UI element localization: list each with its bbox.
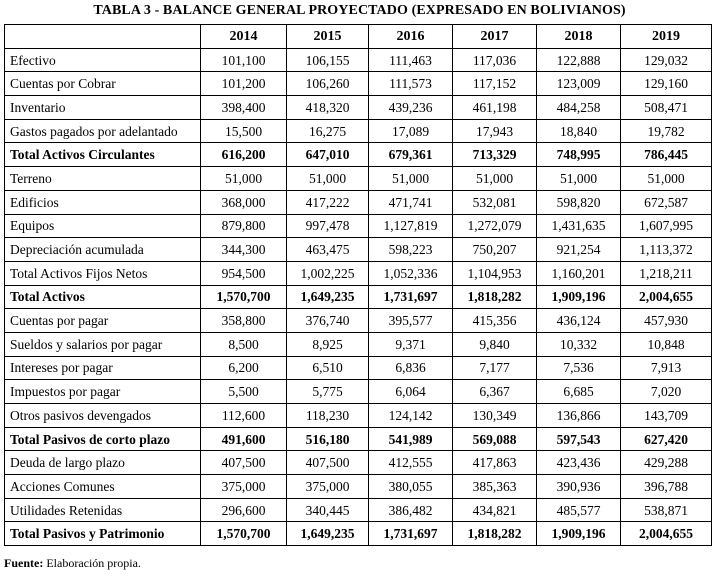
value-cell: 7,536 <box>537 356 621 380</box>
source-text: Elaboración propia. <box>43 556 141 570</box>
value-cell: 1,731,697 <box>369 522 453 546</box>
value-cell: 457,930 <box>621 309 712 333</box>
value-cell: 1,909,196 <box>537 285 621 309</box>
value-cell: 9,371 <box>369 332 453 356</box>
header-cell-label <box>5 25 201 49</box>
value-cell: 101,200 <box>201 72 287 96</box>
value-cell: 9,840 <box>453 332 537 356</box>
value-cell: 51,000 <box>453 167 537 191</box>
value-cell: 672,587 <box>621 190 712 214</box>
value-cell: 407,500 <box>287 451 369 475</box>
value-cell: 375,000 <box>201 475 287 499</box>
value-cell: 415,356 <box>453 309 537 333</box>
value-cell: 429,288 <box>621 451 712 475</box>
value-cell: 7,177 <box>453 356 537 380</box>
row-label: Edificios <box>5 190 201 214</box>
value-cell: 417,222 <box>287 190 369 214</box>
value-cell: 1,909,196 <box>537 522 621 546</box>
value-cell: 6,510 <box>287 356 369 380</box>
value-cell: 2,004,655 <box>621 522 712 546</box>
value-cell: 598,223 <box>369 238 453 262</box>
value-cell: 436,124 <box>537 309 621 333</box>
value-cell: 750,207 <box>453 238 537 262</box>
value-cell: 7,020 <box>621 380 712 404</box>
table-title: TABLA 3 - BALANCE GENERAL PROYECTADO (EXPRESADO EN BOLIVIANOS) <box>93 3 626 18</box>
value-cell: 418,320 <box>287 96 369 120</box>
value-cell: 954,500 <box>201 261 287 285</box>
value-cell: 786,445 <box>621 143 712 167</box>
value-cell: 6,836 <box>369 356 453 380</box>
value-cell: 130,349 <box>453 404 537 428</box>
value-cell: 368,000 <box>201 190 287 214</box>
header-cell-year: 2014 <box>201 25 287 49</box>
value-cell: 124,142 <box>369 404 453 428</box>
value-cell: 1,272,079 <box>453 214 537 238</box>
table-row <box>5 119 712 143</box>
value-cell: 10,848 <box>621 332 712 356</box>
row-label: Total Activos Fijos Netos <box>5 261 201 285</box>
row-label: Total Pasivos y Patrimonio <box>5 522 201 546</box>
value-cell: 2,004,655 <box>621 285 712 309</box>
table-row <box>5 190 712 214</box>
value-cell: 597,543 <box>537 427 621 451</box>
value-cell: 136,866 <box>537 404 621 428</box>
row-label: Intereses por pagar <box>5 356 201 380</box>
value-cell: 6,064 <box>369 380 453 404</box>
value-cell: 627,420 <box>621 427 712 451</box>
value-cell: 143,709 <box>621 404 712 428</box>
value-cell: 439,236 <box>369 96 453 120</box>
value-cell: 17,943 <box>453 119 537 143</box>
value-cell: 51,000 <box>621 167 712 191</box>
value-cell: 1,160,201 <box>537 261 621 285</box>
value-cell: 101,100 <box>201 48 287 72</box>
value-cell: 122,888 <box>537 48 621 72</box>
value-cell: 434,821 <box>453 498 537 522</box>
value-cell: 713,329 <box>453 143 537 167</box>
table-row <box>5 143 712 167</box>
value-cell: 398,400 <box>201 96 287 120</box>
value-cell: 19,782 <box>621 119 712 143</box>
value-cell: 16,275 <box>287 119 369 143</box>
value-cell: 1,113,372 <box>621 238 712 262</box>
value-cell: 647,010 <box>287 143 369 167</box>
table-row <box>5 498 712 522</box>
value-cell: 123,009 <box>537 72 621 96</box>
value-cell: 5,500 <box>201 380 287 404</box>
value-cell: 1,052,336 <box>369 261 453 285</box>
table-row <box>5 167 712 191</box>
value-cell: 340,445 <box>287 498 369 522</box>
value-cell: 1,818,282 <box>453 522 537 546</box>
value-cell: 358,800 <box>201 309 287 333</box>
row-label: Efectivo <box>5 48 201 72</box>
value-cell: 532,081 <box>453 190 537 214</box>
row-label: Total Activos <box>5 285 201 309</box>
row-label: Gastos pagados por adelantado <box>5 119 201 143</box>
value-cell: 423,436 <box>537 451 621 475</box>
value-cell: 491,600 <box>201 427 287 451</box>
row-label: Total Pasivos de corto plazo <box>5 427 201 451</box>
balance-sheet-table <box>4 24 712 546</box>
value-cell: 51,000 <box>287 167 369 191</box>
table-row <box>5 261 712 285</box>
table-row <box>5 522 712 546</box>
value-cell: 1,431,635 <box>537 214 621 238</box>
value-cell: 396,788 <box>621 475 712 499</box>
row-label: Terreno <box>5 167 201 191</box>
table-row <box>5 309 712 333</box>
value-cell: 516,180 <box>287 427 369 451</box>
value-cell: 748,995 <box>537 143 621 167</box>
value-cell: 679,361 <box>369 143 453 167</box>
row-label: Depreciación acumulada <box>5 238 201 262</box>
row-label: Cuentas por pagar <box>5 309 201 333</box>
value-cell: 1,218,211 <box>621 261 712 285</box>
source-label: Fuente: <box>4 556 44 570</box>
table-row <box>5 356 712 380</box>
table-row <box>5 214 712 238</box>
table-row <box>5 451 712 475</box>
value-cell: 15,500 <box>201 119 287 143</box>
value-cell: 112,600 <box>201 404 287 428</box>
value-cell: 484,258 <box>537 96 621 120</box>
value-cell: 386,482 <box>369 498 453 522</box>
row-label: Cuentas por Cobrar <box>5 72 201 96</box>
value-cell: 129,032 <box>621 48 712 72</box>
table-row <box>5 48 712 72</box>
row-label: Utilidades Retenidas <box>5 498 201 522</box>
header-cell-year: 2016 <box>369 25 453 49</box>
value-cell: 417,863 <box>453 451 537 475</box>
value-cell: 461,198 <box>453 96 537 120</box>
value-cell: 569,088 <box>453 427 537 451</box>
value-cell: 1,607,995 <box>621 214 712 238</box>
value-cell: 1,649,235 <box>287 285 369 309</box>
value-cell: 412,555 <box>369 451 453 475</box>
value-cell: 8,500 <box>201 332 287 356</box>
value-cell: 395,577 <box>369 309 453 333</box>
value-cell: 106,260 <box>287 72 369 96</box>
table-row <box>5 404 712 428</box>
value-cell: 380,055 <box>369 475 453 499</box>
row-label: Otros pasivos devengados <box>5 404 201 428</box>
value-cell: 390,936 <box>537 475 621 499</box>
value-cell: 541,989 <box>369 427 453 451</box>
value-cell: 1,570,700 <box>201 522 287 546</box>
row-label: Total Activos Circulantes <box>5 143 201 167</box>
value-cell: 463,475 <box>287 238 369 262</box>
value-cell: 1,127,819 <box>369 214 453 238</box>
value-cell: 111,573 <box>369 72 453 96</box>
table-row <box>5 72 712 96</box>
value-cell: 538,871 <box>621 498 712 522</box>
value-cell: 1,818,282 <box>453 285 537 309</box>
value-cell: 111,463 <box>369 48 453 72</box>
value-cell: 51,000 <box>537 167 621 191</box>
value-cell: 1,649,235 <box>287 522 369 546</box>
header-cell-year: 2015 <box>287 25 369 49</box>
value-cell: 129,160 <box>621 72 712 96</box>
value-cell: 616,200 <box>201 143 287 167</box>
value-cell: 8,925 <box>287 332 369 356</box>
header-cell-year: 2019 <box>621 25 712 49</box>
value-cell: 117,036 <box>453 48 537 72</box>
value-cell: 106,155 <box>287 48 369 72</box>
value-cell: 997,478 <box>287 214 369 238</box>
value-cell: 6,685 <box>537 380 621 404</box>
value-cell: 117,152 <box>453 72 537 96</box>
value-cell: 1,570,700 <box>201 285 287 309</box>
value-cell: 1,002,225 <box>287 261 369 285</box>
value-cell: 471,741 <box>369 190 453 214</box>
header-cell-year: 2017 <box>453 25 537 49</box>
source-note <box>4 556 141 570</box>
value-cell: 7,913 <box>621 356 712 380</box>
value-cell: 385,363 <box>453 475 537 499</box>
value-cell: 118,230 <box>287 404 369 428</box>
row-label: Equipos <box>5 214 201 238</box>
value-cell: 879,800 <box>201 214 287 238</box>
table-row <box>5 380 712 404</box>
row-label: Sueldos y salarios por pagar <box>5 332 201 356</box>
header-row <box>5 25 712 49</box>
table-row <box>5 96 712 120</box>
table-row <box>5 285 712 309</box>
value-cell: 296,600 <box>201 498 287 522</box>
row-label: Deuda de largo plazo <box>5 451 201 475</box>
value-cell: 407,500 <box>201 451 287 475</box>
value-cell: 6,367 <box>453 380 537 404</box>
table-body <box>5 48 712 545</box>
value-cell: 6,200 <box>201 356 287 380</box>
value-cell: 1,104,953 <box>453 261 537 285</box>
table-row <box>5 427 712 451</box>
row-label: Impuestos por pagar <box>5 380 201 404</box>
value-cell: 10,332 <box>537 332 621 356</box>
value-cell: 51,000 <box>369 167 453 191</box>
value-cell: 375,000 <box>287 475 369 499</box>
row-label: Acciones Comunes <box>5 475 201 499</box>
value-cell: 51,000 <box>201 167 287 191</box>
table-row <box>5 475 712 499</box>
table-row <box>5 332 712 356</box>
value-cell: 17,089 <box>369 119 453 143</box>
table-row <box>5 238 712 262</box>
row-label: Inventario <box>5 96 201 120</box>
value-cell: 5,775 <box>287 380 369 404</box>
header-cell-year: 2018 <box>537 25 621 49</box>
value-cell: 18,840 <box>537 119 621 143</box>
value-cell: 376,740 <box>287 309 369 333</box>
value-cell: 485,577 <box>537 498 621 522</box>
value-cell: 598,820 <box>537 190 621 214</box>
value-cell: 1,731,697 <box>369 285 453 309</box>
value-cell: 921,254 <box>537 238 621 262</box>
value-cell: 508,471 <box>621 96 712 120</box>
value-cell: 344,300 <box>201 238 287 262</box>
